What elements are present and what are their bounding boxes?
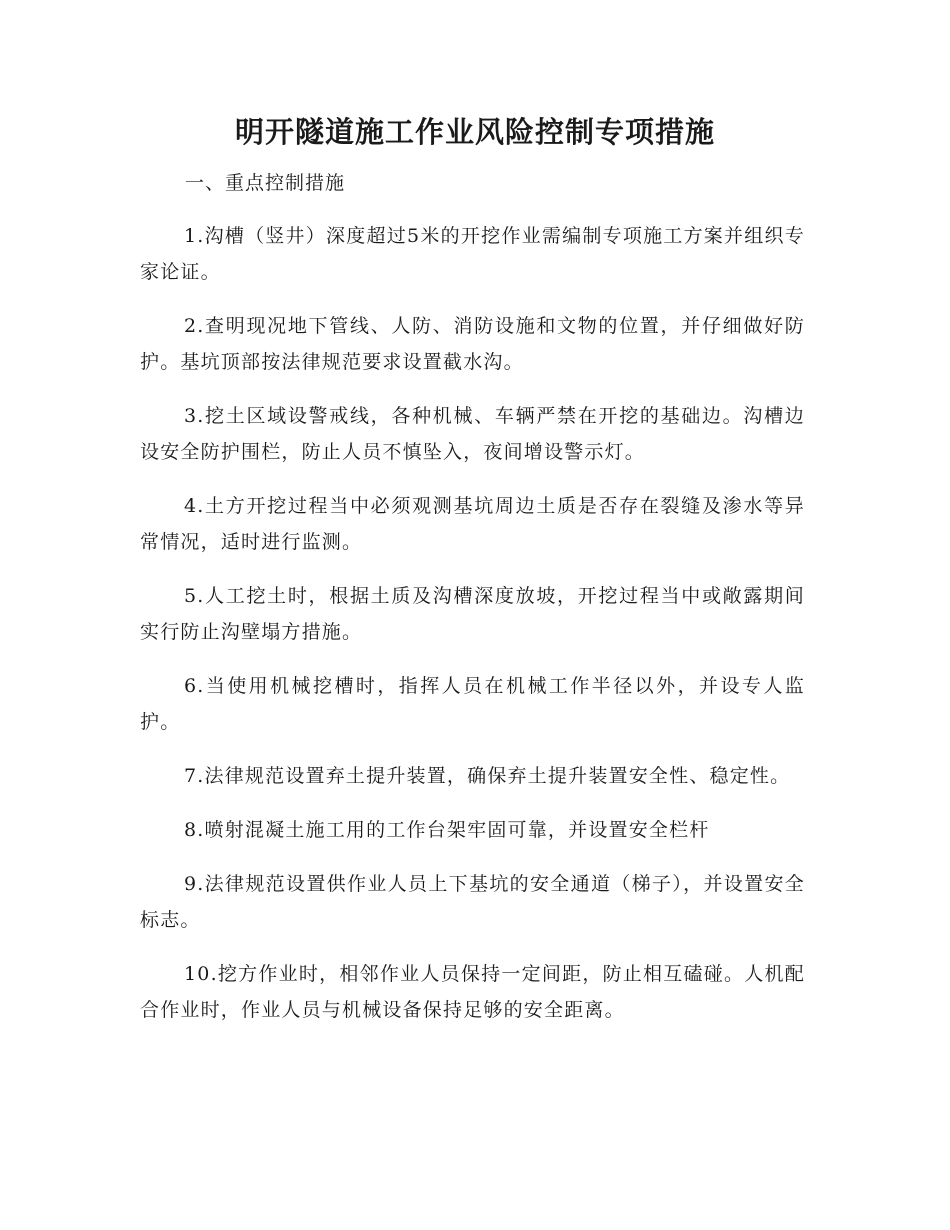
paragraph-item-1: 1.沟槽（竖井）深度超过5米的开挖作业需编制专项施工方案并组织专家论证。 <box>140 225 805 283</box>
section-heading: 一、重点控制措施 <box>185 172 346 194</box>
paragraph-item-3: 3.挖土区域设警戒线，各种机械、车辆严禁在开挖的基础边。沟槽边设安全防护围栏，防止人员不慎坠入，夜间增设警示灯。 <box>140 405 805 463</box>
paragraph-item-2: 2.查明现况地下管线、人防、消防设施和文物的位置，并仔细做好防护。基坑顶部按法律规范要求设置截水沟。 <box>140 315 805 373</box>
paragraph-item-7: 7.法律规范设置弃土提升装置，确保弃土提升装置安全性、稳定性。 <box>184 765 791 787</box>
paragraph-item-8: 8.喷射混凝土施工用的工作台架牢固可靠，并设置安全栏杆 <box>184 819 710 841</box>
document-body <box>140 218 805 1046</box>
document-title: 明开隧道施工作业风险控制专项措施 <box>234 115 715 149</box>
paragraph-item-4: 4.土方开挖过程当中必须观测基坑周边土质是否存在裂缝及渗水等异常情况，适时进行监测。 <box>140 495 805 553</box>
paragraph-item-6: 6.当使用机械挖槽时，指挥人员在机械工作半径以外，并设专人监护。 <box>140 675 805 733</box>
paragraph-item-10: 10.挖方作业时，相邻作业人员保持一定间距，防止相互磕碰。人机配合作业时，作业人员与机械设备保持足够的安全距离。 <box>140 963 805 1021</box>
paragraph-item-9: 9.法律规范设置供作业人员上下基坑的安全通道（梯子），并设置安全标志。 <box>140 873 805 931</box>
paragraph-item-5: 5.人工挖土时，根据土质及沟槽深度放坡，开挖过程当中或敞露期间实行防止沟壁塌方措施。 <box>140 585 805 643</box>
